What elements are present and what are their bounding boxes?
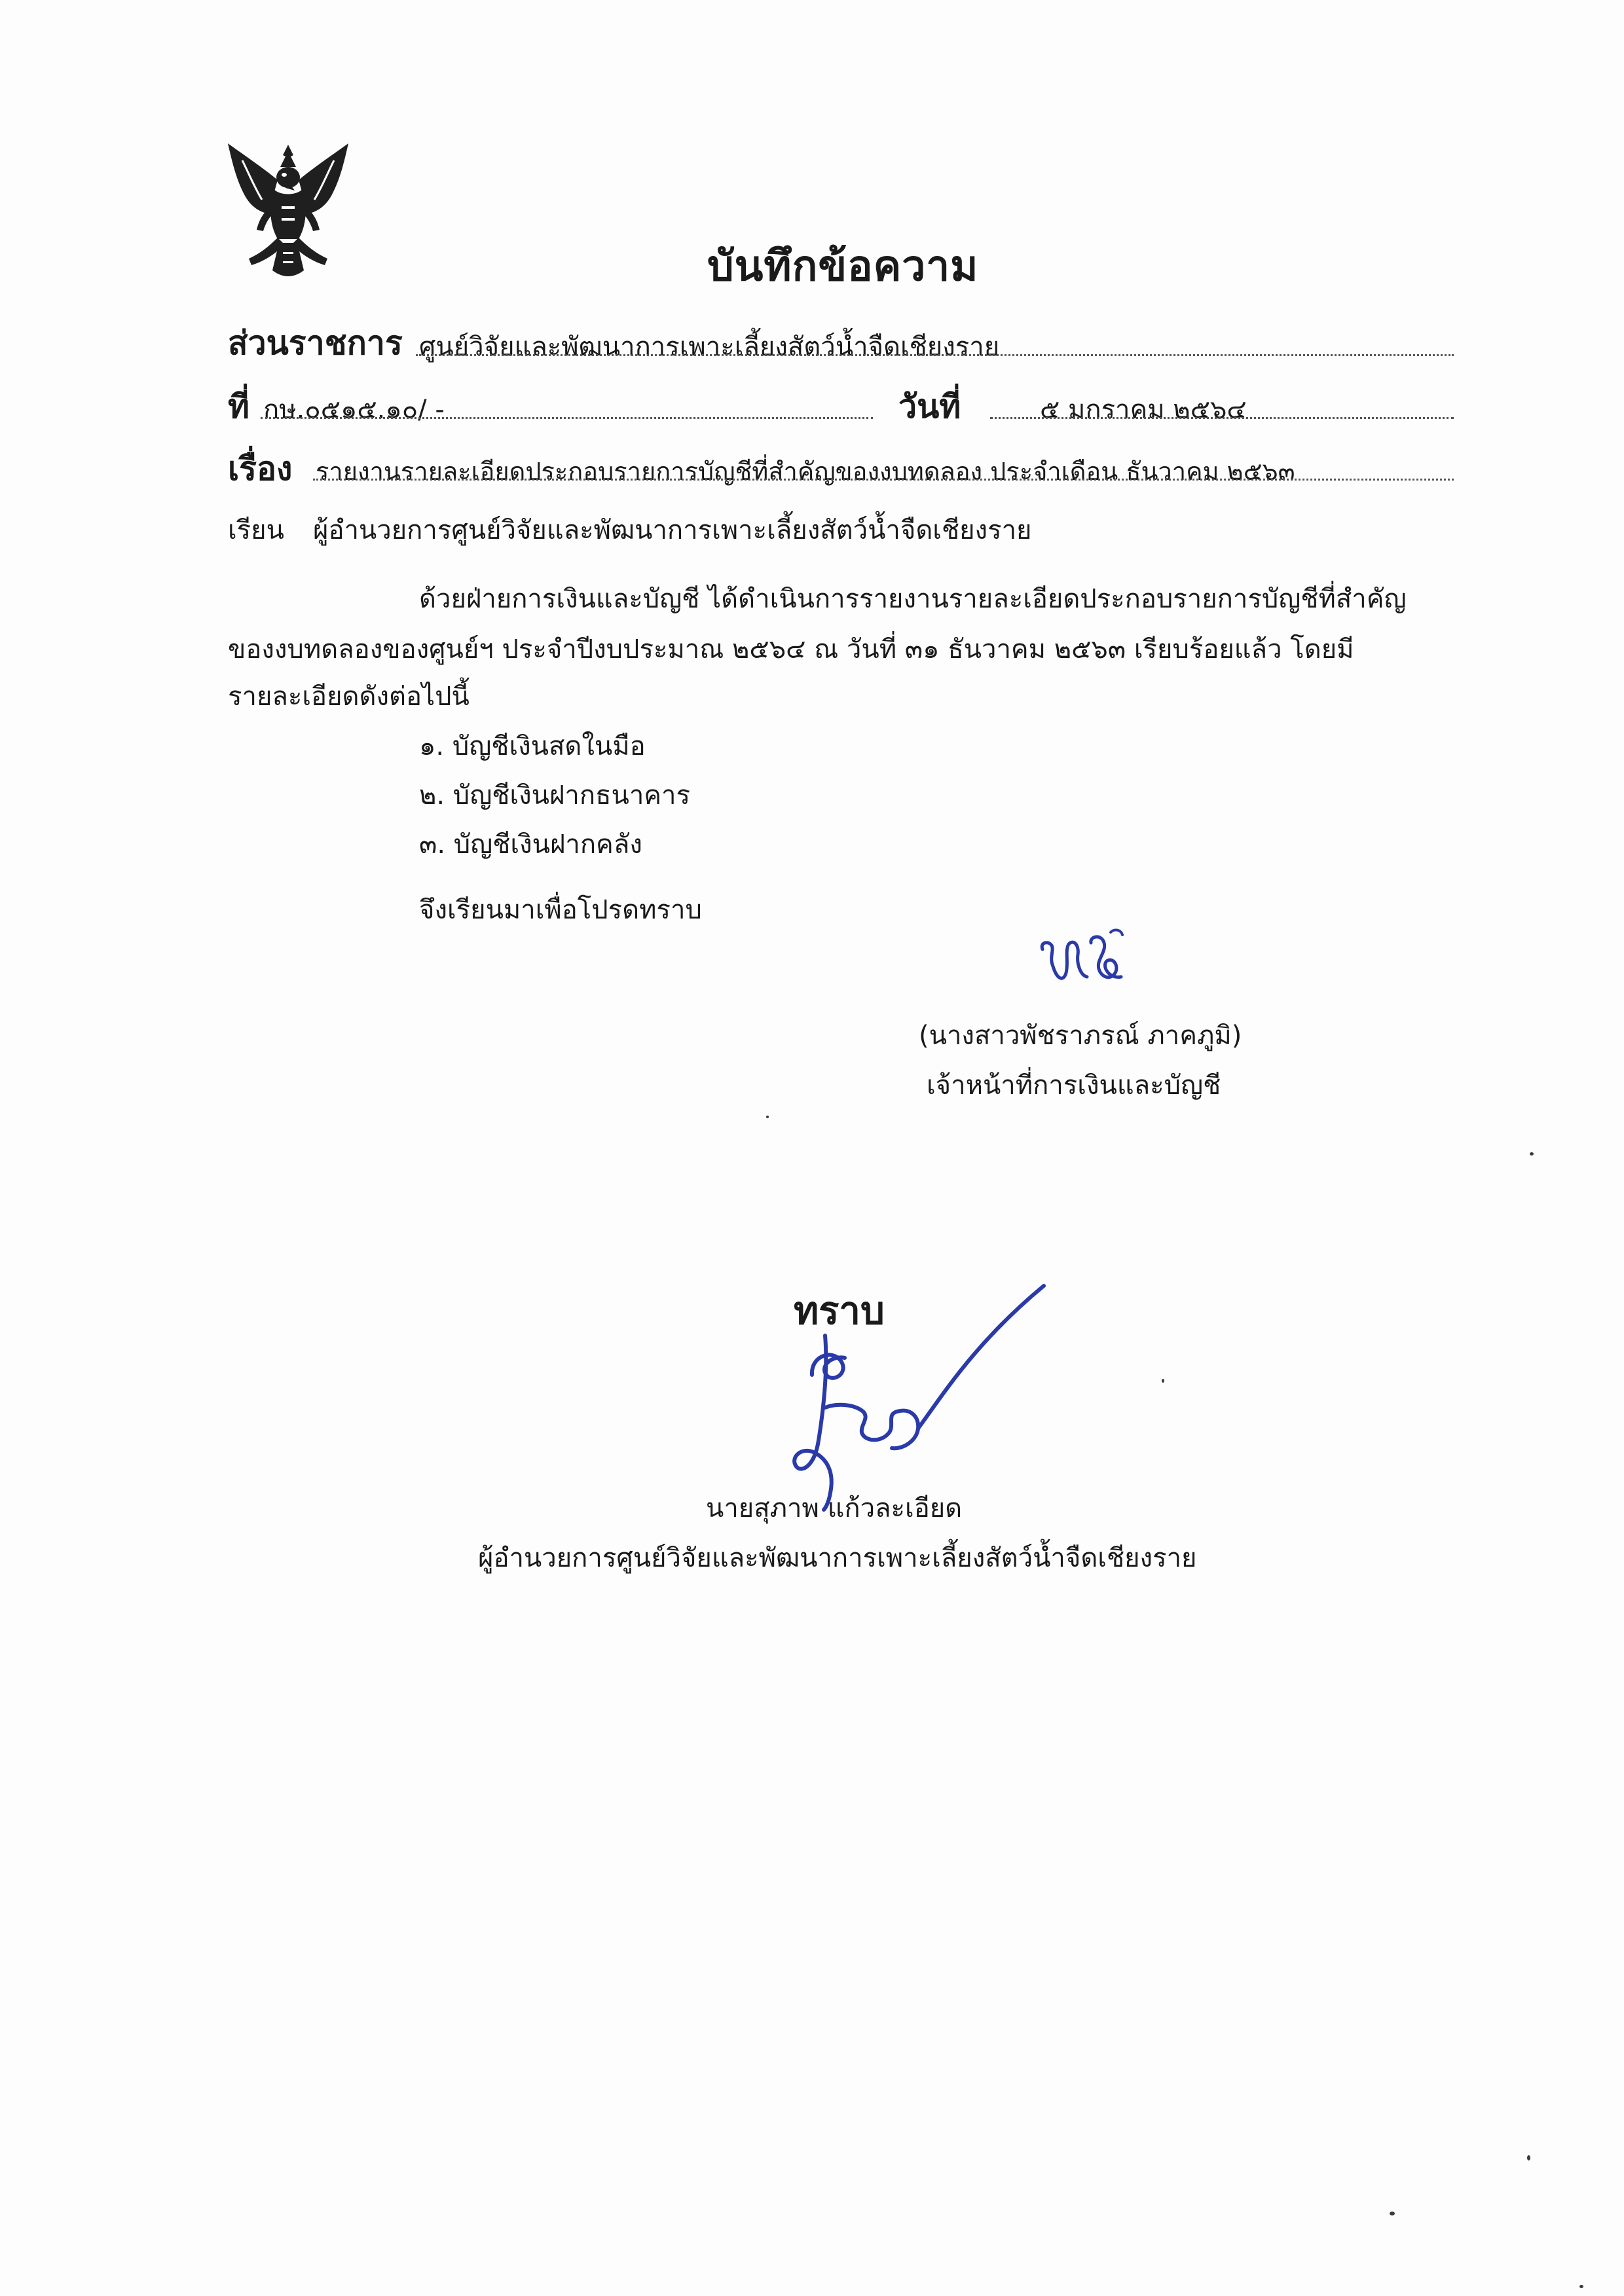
garuda-emblem-icon bbox=[223, 141, 354, 282]
subject-value: รายงานรายละเอียดประกอบรายการบัญชีที่สำคัญของงบทดลอง ประจำเดือน ธันวาคม ๒๕๖๓ bbox=[316, 457, 1295, 486]
list-item: ๓. บัญชีเงินฝากคลัง bbox=[419, 829, 642, 860]
date-dotted-line bbox=[990, 417, 1454, 419]
body-line-1: ด้วยฝ่ายการเงินและบัญชี ได้ดำเนินการรายงานรายละเอียดประกอบรายการบัญชีที่สำคัญ bbox=[419, 584, 1407, 614]
director-position: ผู้อำนวยการศูนย์วิจัยและพัฒนาการเพาะเลี้ยงสัตว์น้ำจืดเชียงราย bbox=[478, 1543, 1197, 1573]
salutation-recipient: ผู้อำนวยการศูนย์วิจัยและพัฒนาการเพาะเลี้ยงสัตว์น้ำจืดเชียงราย bbox=[313, 515, 1032, 545]
subject-label: เรื่อง bbox=[228, 450, 293, 488]
scan-speck bbox=[1579, 2285, 1583, 2288]
signer-signature bbox=[1028, 917, 1159, 1008]
date-value: ๕ มกราคม ๒๕๖๔ bbox=[1040, 395, 1247, 425]
agency-dotted-line bbox=[416, 354, 1454, 356]
date-label: วันที่ bbox=[898, 388, 961, 426]
scan-speck bbox=[1530, 1152, 1534, 1156]
signer-name: (นางสาวพัชราภรณ์ ภาคภูมิ) bbox=[919, 1021, 1242, 1051]
list-item: ๑. บัญชีเงินสดในมือ bbox=[419, 731, 646, 761]
acknowledged-word: ทราบ bbox=[794, 1288, 885, 1333]
list-item: ๒. บัญชีเงินฝากธนาคาร bbox=[419, 780, 691, 811]
reference-label: ที่ bbox=[228, 388, 249, 426]
subject-dotted-line bbox=[313, 479, 1454, 481]
scan-speck bbox=[1390, 2212, 1395, 2215]
scan-speck bbox=[1527, 2155, 1530, 2160]
body-line-2: ของงบทดลองของศูนย์ฯ ประจำปีงบประมาณ ๒๕๖๔ ณ วันที่ ๓๑ ธันวาคม ๒๕๖๓ เรียบร้อยแล้ว โดยมี bbox=[228, 634, 1354, 665]
scan-speck bbox=[766, 1116, 769, 1118]
salutation-label: เรียน bbox=[228, 515, 284, 545]
signer-position: เจ้าหน้าที่การเงินและบัญชี bbox=[927, 1070, 1221, 1101]
body-line-3: รายละเอียดดังต่อไปนี้ bbox=[228, 682, 470, 712]
agency-value: ศูนย์วิจัยและพัฒนาการเพาะเลี้ยงสัตว์น้ำจืดเชียงราย bbox=[419, 332, 1000, 362]
reference-dotted-line bbox=[261, 417, 873, 419]
director-name: นายสุภาพ แก้วละเอียด bbox=[706, 1493, 963, 1523]
reference-value: กษ.๐๕๑๕.๑๐/ - bbox=[263, 395, 445, 425]
closing-text: จึงเรียนมาเพื่อโปรดทราบ bbox=[419, 895, 702, 925]
agency-label: ส่วนราชการ bbox=[228, 324, 403, 362]
scan-speck bbox=[1162, 1379, 1164, 1383]
director-signature bbox=[747, 1277, 1061, 1512]
document-title: บันทึกข้อความ bbox=[707, 242, 979, 291]
